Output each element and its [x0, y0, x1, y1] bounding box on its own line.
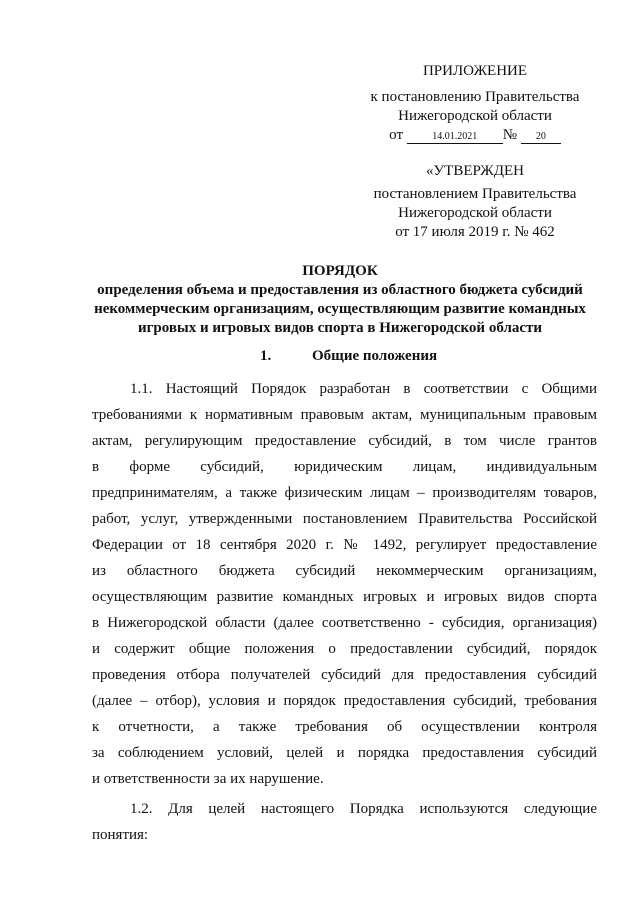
title-line-1: определения объема и предоставления из областного бюджета субсидий [97, 282, 583, 298]
appendix-date-number [330, 126, 620, 145]
p1-line: и ответственности за их нарушение. [92, 771, 324, 787]
p1-line: актам, регулирующим предоставление субсидий, в том числе грантов [92, 433, 597, 449]
p1-line: Федерации от 18 сентября 2020 г. № 1492, регулирует предоставление [92, 537, 597, 553]
p1-line: (далее – отбор), условия и порядок предоставления субсидий, требования [92, 693, 597, 709]
appendix-reference [330, 88, 620, 145]
appendix-title: ПРИЛОЖЕНИЕ [422, 63, 528, 79]
approved-line-2: Нижегородской области [398, 205, 552, 221]
p1-line: предпринимателям, а также физическим лицам – производителям товаров, [92, 485, 597, 501]
appendix-header [330, 62, 620, 81]
p2-line: понятия: [92, 827, 149, 843]
document-title [60, 262, 620, 338]
p1-line: к отчетности, а также требования об осуществлении контроля [92, 719, 597, 735]
p1-line: из областного бюджета субсидий некоммерческим организациям, [92, 563, 597, 579]
approved-header [330, 162, 620, 181]
section-title: Общие положения [312, 348, 438, 364]
p1-line: в форме субсидий, юридическим лицам, индивидуальным [92, 459, 597, 475]
approved-line-3: от 17 июля 2019 г. № 462 [395, 224, 555, 240]
p1-line: в Нижегородской области (далее соответственно - субсидия, организация) [92, 615, 597, 631]
from-prefix: от [389, 127, 404, 143]
p1-line: требованиями к нормативным правовым актам, муниципальным правовым [92, 407, 597, 423]
date-value: 14.01.2021 [407, 131, 503, 144]
approved-reference [330, 185, 620, 242]
section-number: 1. [260, 348, 272, 364]
p1-line: за соблюдением условий, целей и порядка предоставления субсидий [92, 745, 597, 761]
approved-title: «УТВЕРЖДЕН [426, 163, 524, 179]
p1-line: осуществляющим развитие командных игровых и игровых видов спорта [92, 589, 597, 605]
title-line-3: игровых и игровых видов спорта в Нижегородской области [137, 320, 543, 336]
appendix-line-2: Нижегородской области [398, 108, 552, 124]
p1-line: проведения отбора получателей субсидий для предоставления субсидий [92, 667, 597, 683]
p1-line: и содержит общие положения о предоставлении субсидий, порядок [92, 641, 597, 657]
title-line-2: некоммерческим организациям, осуществляющим развитие командных [94, 301, 586, 317]
p1-line: 1.1. Настоящий Порядок разработан в соответствии с Общими [130, 381, 597, 397]
approved-line-1: постановлением Правительства [373, 186, 577, 202]
number-value: 20 [521, 131, 561, 144]
title-main: ПОРЯДОК [302, 263, 378, 279]
p2-line: 1.2. Для целей настоящего Порядка используются следующие [130, 801, 597, 817]
appendix-line-1: к постановлению Правительства [370, 89, 580, 105]
number-sign: № [502, 127, 518, 143]
section-heading [260, 348, 437, 365]
p1-line: работ, услуг, утвержденными постановлением Правительства Российской [92, 511, 597, 527]
